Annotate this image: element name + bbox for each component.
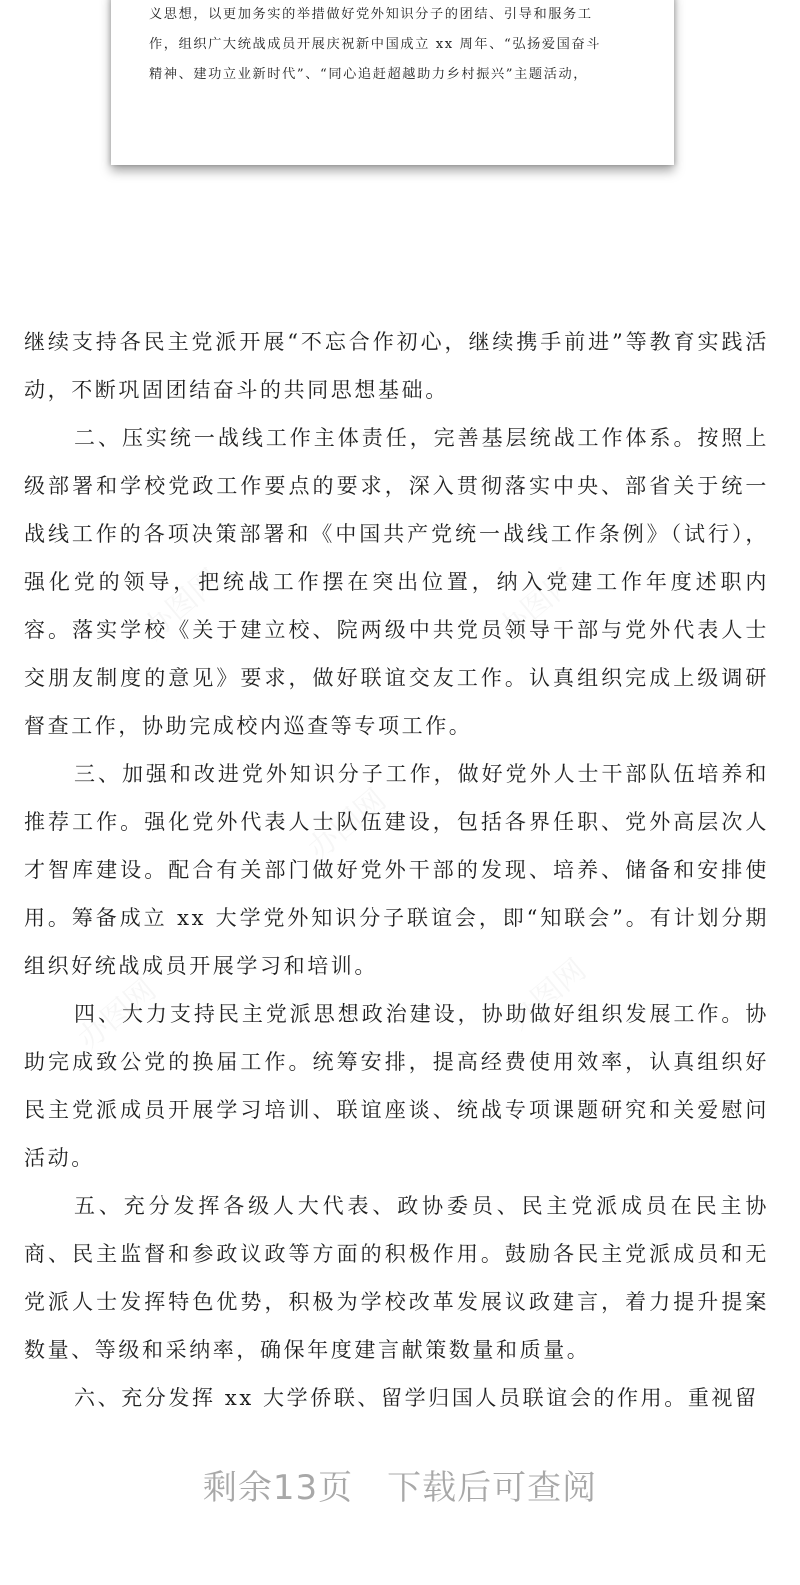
remaining-pages-label: 剩余13页 xyxy=(202,1468,354,1508)
document-paragraph: 二、压实统一战线工作主体责任，完善基层统战工作体系。按照上级部署和学校党政工作要点的要求，深入贯彻落实中央、部省关于统一战线工作的各项决策部署和《中国共产党统一战线工作条例》（试行），强化党的领导，把统战工作摆在突出位置，纳入党建工作年度述职内容。落实学校《关于建立校、院两级中共党员领导干部与党外代表人士交朋友制度的意见》要求，做好联谊交友工作。认真组织完成上级调研督查工作，协助完成校内巡查等专项工作。 xyxy=(24,426,769,738)
watermark: 办图网 xyxy=(501,952,593,1038)
download-to-view-label[interactable]: 下载后可查阅 xyxy=(387,1468,598,1508)
document-paragraph: 继续支持各民主党派开展“不忘合作初心，继续携手前进”等教育实践活动，不断巩固团结奋斗的共同思想基础。 xyxy=(24,330,769,402)
document-paragraph: 四、大力支持民主党派思想政治建设，协助做好组织发展工作。协助完成致公党的换届工作。统筹安排，提高经费使用效率，认真组织好民主党派成员开展学习培训、联谊座谈、统战专项课题研究和关爱慰问活动。 xyxy=(24,1002,769,1170)
download-prompt[interactable] xyxy=(0,1460,800,1509)
watermark: 办图网 xyxy=(301,782,393,868)
preview-line: 义思想，以更加务实的举措做好党外知识分子的团结、引导和服务工 xyxy=(149,7,593,22)
preview-line: 精神、建功立业新时代”、“同心追赶超越助力乡村振兴”主题活动， xyxy=(149,67,589,82)
document-paragraph: 五、充分发挥各级人大代表、政协委员、民主党派成员在民主协商、民主监督和参政议政等方面的积极作用。鼓励各民主党派成员和无党派人士发挥特色优势，积极为学校改革发展议政建言，着力提升提案数量、等级和采纳率，确保年度建言献策数量和质量。 xyxy=(24,1194,769,1362)
preview-card-text xyxy=(149,0,636,90)
page-preview-card xyxy=(111,0,674,165)
watermark: 办图网 xyxy=(136,562,228,648)
preview-line: 作，组织广大统战成员开展庆祝新中国成立 xx 周年、“弘扬爱国奋斗 xyxy=(149,37,602,52)
document-paragraph: 三、加强和改进党外知识分子工作，做好党外人士干部队伍培养和推荐工作。强化党外代表人士队伍建设，包括各界任职、党外高层次人才智库建设。配合有关部门做好党外干部的发现、培养、储备和安排使用。筹备成立 xx 大学党外知识分子联谊会，即“知联会”。有计划分期组织好统战成员开展学习和培训。 xyxy=(24,762,769,978)
watermark: 办图网 xyxy=(491,562,583,648)
document-paragraph: 六、充分发挥 xx 大学侨联、留学归国人员联谊会的作用。重视留 xyxy=(74,1386,759,1410)
watermark: 办图网 xyxy=(71,972,163,1058)
document-body xyxy=(24,318,769,1422)
